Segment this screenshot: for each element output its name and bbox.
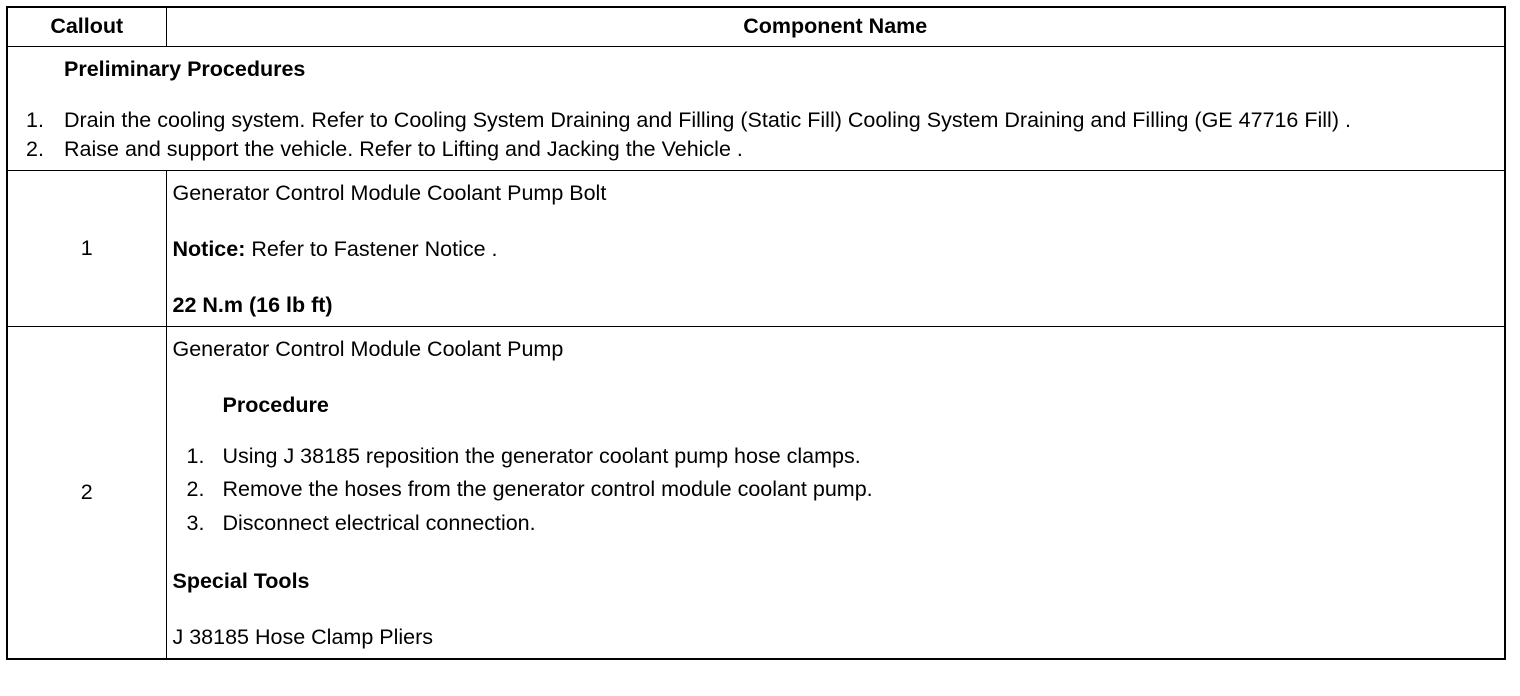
procedure-table bbox=[6, 6, 1506, 660]
step-number: 2. bbox=[26, 137, 44, 162]
component-cell bbox=[166, 327, 1505, 660]
step-number: 2. bbox=[186, 477, 205, 502]
notice-line bbox=[173, 235, 1499, 264]
step-text: Using J 38185 reposition the generator coolant pump hose clamps. bbox=[222, 444, 861, 469]
step-number: 1. bbox=[186, 444, 205, 469]
preliminary-steps bbox=[14, 106, 1498, 164]
step-text: Raise and support the vehicle. Refer to Lifting and Jacking the Vehicle . bbox=[64, 137, 743, 162]
special-tools-title: Special Tools bbox=[172, 569, 310, 594]
component-name: Generator Control Module Coolant Pump bbox=[172, 337, 564, 362]
step-text: Disconnect electrical connection. bbox=[222, 510, 536, 535]
notice-label: Notice: bbox=[172, 237, 246, 262]
preliminary-row bbox=[7, 47, 1505, 171]
callout-column-header: Callout bbox=[7, 7, 166, 47]
step-number: 1. bbox=[26, 108, 44, 133]
callout-cell: 2 bbox=[7, 327, 166, 660]
procedure-step bbox=[173, 473, 1499, 506]
preliminary-step bbox=[14, 106, 1498, 135]
preliminary-step bbox=[14, 135, 1498, 164]
table-header-row bbox=[7, 7, 1505, 47]
notice-text: Refer to Fastener Notice . bbox=[245, 237, 498, 262]
step-text: Remove the hoses from the generator control module coolant pump. bbox=[222, 477, 873, 502]
procedure-step bbox=[173, 440, 1499, 473]
preliminary-cell bbox=[7, 47, 1505, 171]
special-tools-text: J 38185 Hose Clamp Pliers bbox=[172, 625, 434, 650]
procedure-step bbox=[173, 507, 1499, 540]
callout-cell: 1 bbox=[7, 171, 166, 327]
table-row bbox=[7, 171, 1505, 327]
component-cell bbox=[166, 171, 1505, 327]
table-row bbox=[7, 327, 1505, 660]
torque-spec: 22 N.m (16 lb ft) bbox=[172, 293, 333, 318]
step-text: Drain the cooling system. Refer to Cooling System Draining and Filling (Static Fill) Cooling System Draining and Filling (GE 47716 Fill) . bbox=[64, 108, 1351, 133]
step-number: 3. bbox=[186, 510, 205, 535]
component-column-header: Component Name bbox=[166, 7, 1505, 47]
preliminary-title: Preliminary Procedures bbox=[64, 57, 306, 81]
procedure-steps bbox=[173, 440, 1499, 540]
component-name: Generator Control Module Coolant Pump Bolt bbox=[172, 181, 607, 206]
procedure-title: Procedure bbox=[222, 393, 329, 418]
